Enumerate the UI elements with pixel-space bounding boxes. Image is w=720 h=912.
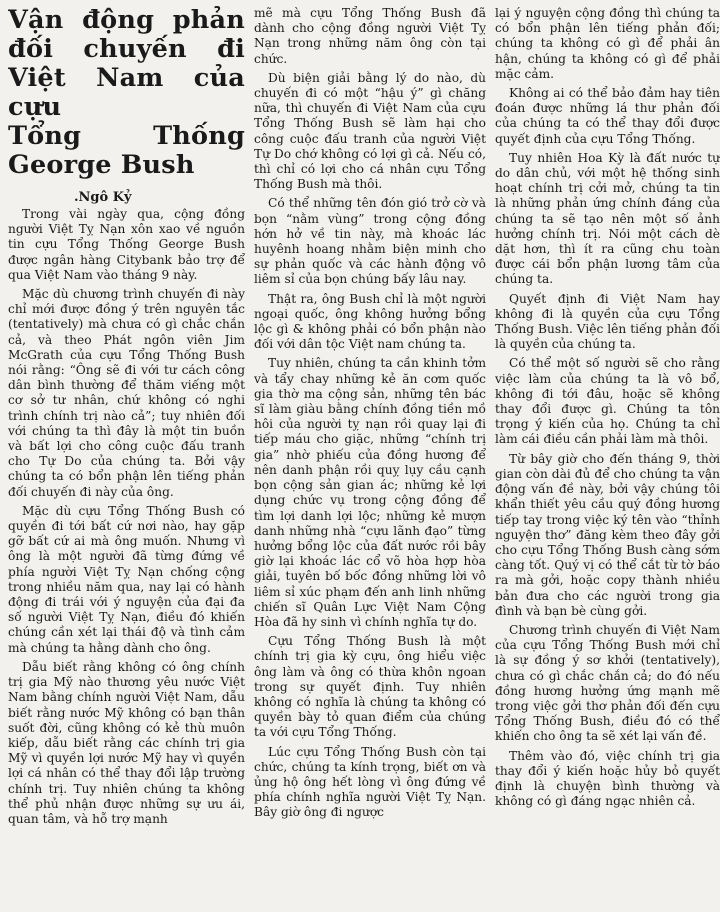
byline: .Ngô Kỷ [74,190,132,205]
paragraph-continued: lại ý nguyện cộng đồng thì chúng ta có bổn phận lên tiếng phản đối; chúng ta không có gì để phải ân hận, chúng ta không có gì để phải mặc cảm. [495,6,720,81]
paragraph: Quyết định đi Việt Nam hay không đi là quyền của cựu Tổng Thống Bush. Việc lên tiếng phản đối là quyền của chúng ta. [495,291,720,352]
paragraph: Dù biện giải bằng lý do nào, dù chuyến đi có một “hậu ý” gì chăng nữa, thì chuyến đi Việt Nam của cựu Tổng Thống Bush sẽ làm hại cho công cuộc đấu tranh của người Việt Tự Do chớ không có lợi gì cả. Nếu có, thì chỉ có lợi cho cá nhân cựu Tổng Thống Bush mà thôi. [254,70,486,192]
paragraph: Thêm vào đó, việc chính trị gia thay đổi ý kiến hoặc hủy bỏ quyết định là chuyện bình thường và không có gì đáng ngạc nhiên cả. [495,748,720,809]
headline-line: George Bush [8,150,195,180]
paragraph: Có thể một số người sẽ cho rằng việc làm của chúng ta là vô bổ, không đi tới đâu, hoặc sẽ không thay đổi được gì. Chúng ta tôn trọng ý kiến của họ. Chúng ta chỉ làm cái điều cần phải làm mà thôi. [495,356,720,447]
paragraph: Mặc dù cựu Tổng Thống Bush có quyền đi tới bất cứ nơi nào, hay gặp gỡ bất cứ ai mà ông muốn. Nhưng vì ông là một người đã từng đứng về phía người Việt Tỵ Nạn chống cộng trong nhiều năm qua, nay lại có hành động đi trái với ý nguyện của đại đa số người Việt Tỵ Nạn, điều đó khiến chúng cần xét lại thái độ và tình cảm mà chúng ta hằng dành cho ông. [8,503,245,655]
paragraph-continued: mẽ mà cựu Tổng Thống Bush đã dành cho cộng đồng người Việt Tỵ Nạn trong những năm ông còn tại chức. [254,6,486,66]
paragraph: Không ai có thể bảo đảm hay tiên đoán được những lá thư phản đối của chúng ta có thể thay đổi được quyết định của cựu Tổng Thống. [495,86,720,146]
paragraph: Dẫu biết rằng không có ông chính trị gia Mỹ nào thương yêu nước Việt Nam bằng chính người Việt Nam, dẫu biết rằng nước Mỹ không có bạn thân suốt đời, cũng không có kẻ thù muôn kiếp, dẫu biết rằng các chính trị gia Mỹ vì quyền lợi nước Mỹ hay vì quyền lợi cá nhân có thể thay đổi lập trường chính trị. Tuy nhiên chúng ta không thể phủ nhận được những sự ưu ái, quan tâm, và hỗ trợ mạnh [8,659,245,826]
paragraph: Tuy nhiên, chúng ta cần khinh tởm và tẩy chay những kẻ ăn cơm quốc gia thờ ma cộng sản, những tên bác sĩ làm giàu bằng chính đồng tiền mồ hôi của người tỵ nạn rồi quay lại đi tiếp máu cho giặc, những “chính trị gia” nhờ phiếu của đồng hương để nên danh phận rồi quỵ lụy cầu cạnh bọn cộng sản gian ác; những kẻ lợi dụng chức vụ trong cộng đồng để tìm lợi danh lợi lộc; những kẻ mượn danh những nhà “cựu lãnh đạo” từng hưởng bổng lộc của đất nước rồi bây giờ lại khoác lác cổ võ hòa hợp hòa giải, tuyên bố bốc đồng những lời vô liêm sỉ xúc phạm đến anh linh những chiến sĩ Quân Lực Việt Nam Cộng Hòa đã hy sinh vì chính nghĩa tự do. [254,356,486,629]
headline [8,6,245,180]
paragraph: Mặc dù chương trình chuyến đi này chỉ mới được đồng ý trên nguyên tắc (tentatively) mà chưa có gì chắc chắn cả, và theo Phát ngôn viên Jim McGrath của cựu Tổng Thống Bush nói rằng: “Ông sẽ đi với tư cách công dân bình thường để thăm viếng một cơ sở tư nhân, chứ không có nghi trình chính trị nào cả”; tuy nhiên đối với chúng ta thì đây là một tin buồn và bất lợi cho công cuộc đấu tranh cho Tự Do của chúng ta. Bởi vậy chúng ta có bổn phận lên tiếng phản đối chuyến đi này của ông. [8,287,245,499]
paragraph: Chương trình chuyến đi Việt Nam của cựu Tổng Thống Bush mới chỉ là sự đồng ý sơ khởi (tentatively), chưa có gì chắc chắn cả; do đó nếu đồng hương hưởng ứng mạnh mẽ trong việc gởi thơ phản đối đến cựu Tổng Thống Bush, điều đó có thể khiến cho ông ta sẽ xét lại vấn đề. [495,622,720,744]
paragraph: Thật ra, ông Bush chỉ là một người ngoại quốc, ông không hưởng bổng lộc gì & không phải có bổn phận nào đối với dân tộc Việt nam chúng ta. [254,291,486,352]
headline-line: Tổng Thống [8,121,245,151]
paragraph: Có thể những tên đón gió trở cờ và bọn “nằm vùng” trong cộng đồng hớn hở về tin này, mà khoác lác huyênh hoang nhằm biện minh cho sự phản quốc và các hành động vô liêm sỉ của bọn chúng bấy lâu nay. [254,196,486,287]
paragraph: Trong vài ngày qua, cộng đồng người Việt Tỵ Nạn xôn xao về nguồn tin cựu Tổng Thống George Bush được ngân hàng Citybank bảo trợ để qua Việt Nam vào tháng 9 này. [8,207,245,282]
article-columns [8,6,720,912]
paragraph: Từ bây giờ cho đến tháng 9, thời gian còn dài đủ để cho chúng ta vận động vấn đề này, bởi vậy chúng tôi khẩn thiết yêu cầu quý đồng hương tiếp tay trong việc ký tên vào “thỉnh nguyện thơ” đăng kèm theo đây gởi cho cựu Tổng Thống Bush càng sớm càng tốt. Quý vị có thể cắt từ tờ báo ra mà gởi, hoặc copy thành nhiều bản đưa cho các người trong gia đình và bạn bè cùng gởi. [495,451,720,618]
paragraph: Cựu Tổng Thống Bush là một chính trị gia kỳ cựu, ông hiểu việc ông làm và ông có thừa khôn ngoan trong sự quyết định. Tuy nhiên không có nghĩa là chúng ta không có quyền bày tỏ quan điểm của chúng ta với cựu Tổng Thống. [254,634,486,740]
paragraph: Lúc cựu Tổng Thống Bush còn tại chức, chúng ta kính trọng, biết ơn và ủng hộ ông hết lòng vì ông đứng về phía chính nghĩa người Việt Tỵ Nạn. Bây giờ ông đi ngược [254,744,486,820]
column-3 [495,6,720,912]
headline-line: đối chuyến đi [8,34,245,64]
paragraph: Tuy nhiên Hoa Kỳ là đất nước tự do dân chủ, với một hệ thống sinh hoạt chính trị cởi mở, chúng ta tin là những phản ứng chính đáng của chúng ta sẽ tạo nên một số ảnh hưởng chính trị. Nói một cách dè dặt hơn, thì ít ra cũng chu toàn được cái bổn phận lương tâm của chúng ta. [495,150,720,287]
headline-line: Việt Nam của cựu [8,63,245,122]
headline-line: Vận động phản [8,6,245,35]
column-2 [254,6,486,912]
column-1 [8,6,245,912]
